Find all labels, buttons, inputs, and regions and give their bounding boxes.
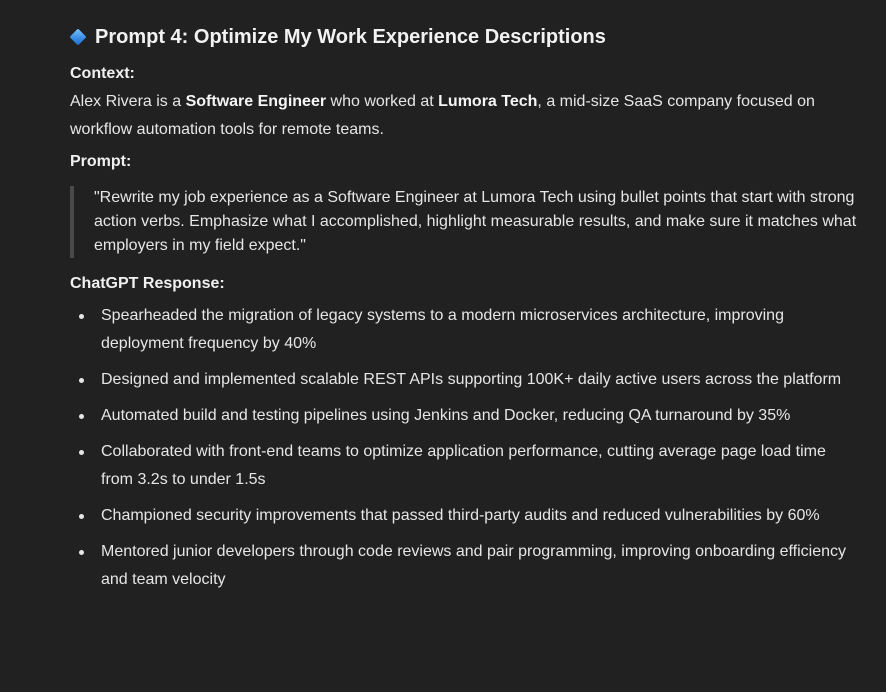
- list-item: [70, 366, 860, 394]
- response-list: [70, 302, 860, 594]
- list-item: [70, 538, 860, 594]
- list-item: [70, 402, 860, 430]
- prompt-heading-text: Prompt 4: Optimize My Work Experience Descriptions: [95, 25, 606, 48]
- bullet-icon: [79, 378, 84, 383]
- list-item-text: Mentored junior developers through code reviews and pair programming, improving onboarding efficiency and team velocity: [101, 543, 847, 588]
- bullet-icon: [79, 414, 84, 419]
- prompt-label: Prompt:: [70, 153, 132, 170]
- list-item-text: Collaborated with front-end teams to optimize application performance, cutting average page load time from 3.2s to under 1.5s: [101, 443, 826, 488]
- context-paragraph: [70, 88, 860, 144]
- blue-diamond-icon: [68, 27, 88, 47]
- context-label: Context:: [70, 65, 135, 82]
- context-role: Software Engineer: [185, 93, 327, 110]
- bullet-icon: [79, 450, 84, 455]
- bullet-icon: [79, 314, 84, 319]
- list-item-text: Spearheaded the migration of legacy systems to a modern microservices architecture, improving deployment frequency by 40%: [101, 307, 784, 352]
- bullet-icon: [79, 514, 84, 519]
- context-text-1: Alex Rivera is a: [70, 93, 186, 110]
- message-content: [70, 22, 860, 602]
- list-item-text: Designed and implemented scalable REST APIs supporting 100K+ daily active users across the platform: [101, 371, 842, 388]
- context-text-3: , a mid-size SaaS company focused on workflow automation tools for remote teams.: [70, 93, 815, 138]
- response-label: ChatGPT Response:: [70, 275, 225, 292]
- context-text-2: who worked at: [326, 93, 439, 110]
- list-item: [70, 502, 860, 530]
- prompt-blockquote: "Rewrite my job experience as a Software Engineer at Lumora Tech using bullet points that start with strong action verbs. Emphasize what I accomplished, highlight measurable results, and make sure it matches what employers in my field expect.": [70, 186, 860, 258]
- prompt-heading: [68, 22, 860, 52]
- list-item-text: Championed security improvements that passed third-party audits and reduced vulnerabilities by 60%: [101, 507, 820, 524]
- list-item: [70, 438, 860, 494]
- bullet-icon: [79, 550, 84, 555]
- context-company: Lumora Tech: [438, 93, 538, 110]
- list-item: [70, 302, 860, 358]
- list-item-text: Automated build and testing pipelines using Jenkins and Docker, reducing QA turnaround by 35%: [101, 407, 791, 424]
